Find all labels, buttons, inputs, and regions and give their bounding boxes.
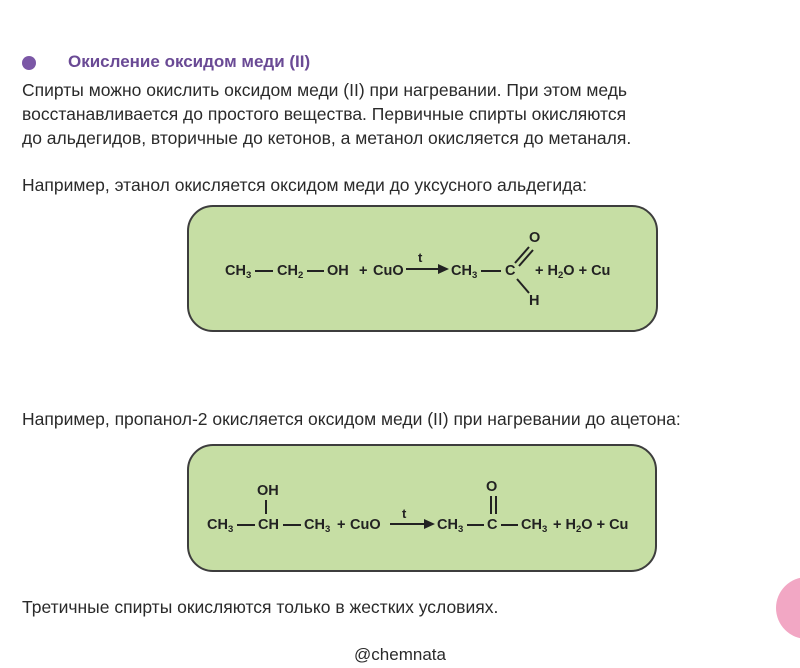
intro-paragraph bbox=[22, 78, 631, 150]
conclusion-text: Третичные спирты окисляются только в жестких условиях. bbox=[22, 597, 499, 617]
r2-cuo: CuO bbox=[350, 517, 381, 533]
r1-ch3: $CH_3$ bbox=[225, 263, 252, 281]
r1-o: O bbox=[529, 230, 541, 246]
r2-bond-oh bbox=[265, 500, 267, 514]
reaction1-box bbox=[187, 205, 658, 332]
r2-tail: + $H_2O + Cu$ bbox=[553, 517, 629, 535]
r2-bond-3 bbox=[467, 524, 484, 526]
example2-intro: Например, пропанол-2 окисляется оксидом меди (II) при нагревании до ацетона: bbox=[22, 409, 681, 429]
r2-o: O bbox=[486, 479, 498, 495]
intro-line-2: восстанавливается до простого вещества. Первичные спирты окисляются bbox=[22, 104, 627, 124]
r1-h: H bbox=[529, 293, 540, 309]
example1-intro: Например, этанол окисляется оксидом меди до уксусного альдегида: bbox=[22, 175, 588, 195]
r2-prod-ch3a: $CH_3$ bbox=[437, 517, 464, 535]
r2-plus: + bbox=[337, 517, 346, 533]
r2-bond-4 bbox=[501, 524, 518, 526]
r1-bond-3 bbox=[481, 270, 501, 272]
r1-arrow-icon bbox=[405, 263, 449, 275]
r1-prod-ch3: $CH_3$ bbox=[451, 263, 478, 281]
r2-prod-ch3b: $CH_3$ bbox=[521, 517, 548, 535]
r1-condition: t bbox=[418, 250, 423, 265]
r1-tail: + $H_2O + Cu$ bbox=[535, 263, 611, 281]
r1-oh: OH bbox=[327, 263, 349, 279]
r2-c: C bbox=[487, 517, 498, 533]
r2-condition: t bbox=[402, 506, 407, 521]
r2-bond-2 bbox=[283, 524, 301, 526]
r2-double-bond-b bbox=[495, 496, 497, 514]
r1-c: C bbox=[505, 263, 516, 279]
r2-ch3b: $CH_3$ bbox=[304, 517, 331, 535]
reaction2-box bbox=[187, 444, 657, 572]
r2-arrow-icon bbox=[389, 518, 435, 530]
r1-bond-2 bbox=[307, 270, 324, 272]
r2-bond-1 bbox=[237, 524, 255, 526]
corner-badge-icon bbox=[776, 577, 800, 639]
bullet-icon bbox=[22, 56, 36, 70]
r2-ch: CH bbox=[258, 517, 279, 533]
r2-ch3a: $CH_3$ bbox=[207, 517, 234, 535]
author-credit: @chemnata bbox=[354, 645, 446, 664]
section-heading: Окисление оксидом меди (II) bbox=[68, 52, 311, 71]
r1-plus: + bbox=[359, 263, 368, 279]
intro-line-1: Спирты можно окислить оксидом меди (II) при нагревании. При этом медь bbox=[22, 80, 628, 100]
r2-oh: OH bbox=[257, 483, 279, 499]
r1-cuo: CuO bbox=[373, 263, 404, 279]
intro-line-3: до альдегидов, вторичные до кетонов, а метанол окисляется до метаналя. bbox=[22, 128, 632, 148]
r2-double-bond-a bbox=[490, 496, 492, 514]
r1-ch2: $CH_2$ bbox=[277, 263, 304, 281]
r1-bond-1 bbox=[255, 270, 273, 272]
r1-bonds-svg bbox=[509, 243, 535, 299]
